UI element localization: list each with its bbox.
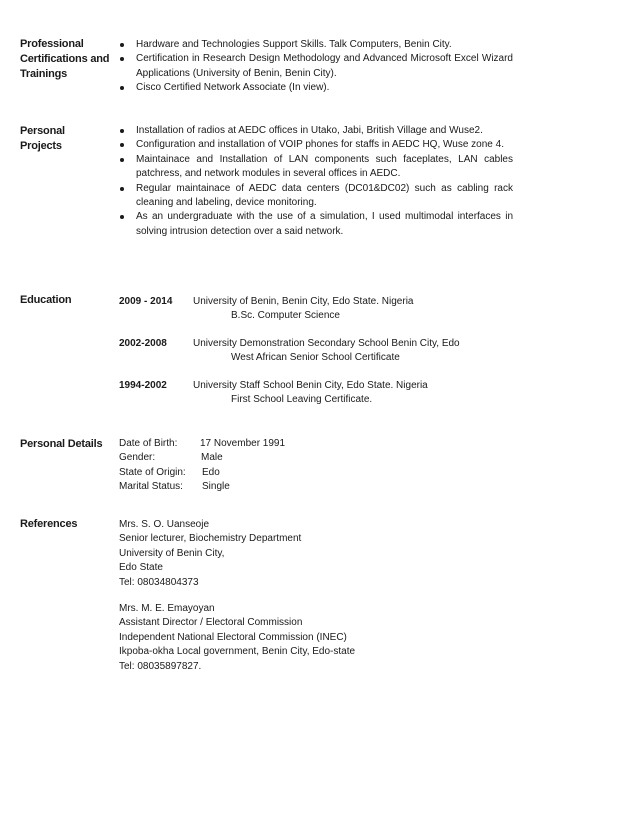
project-item: As an undergraduate with the use of a simulation, I used multimodal interfaces in solving intrusion detection over a said network. xyxy=(119,210,513,239)
project-item: Regular maintainace of AEDC data centers (DC01&DC02) such as cabling rack cleaning and labeling, device monitoring. xyxy=(119,182,513,211)
reference-phone: Tel: 08034804373 xyxy=(119,576,199,588)
reference-location: Ikpoba-okha Local government, Benin City, Edo-state xyxy=(119,646,356,658)
certifications-heading xyxy=(20,37,120,82)
project-item: Installation of radios at AEDC offices in Utako, Jabi, British Village and Wuse2. xyxy=(119,124,513,138)
education-years: 2002-2008 xyxy=(119,338,167,349)
personal-detail-label: State of Origin: xyxy=(119,466,186,478)
personal-detail-value: 17 November 1991 xyxy=(200,438,286,449)
reference-title: Assistant Director / Electoral Commission xyxy=(119,617,303,629)
personal-detail-label: Date of Birth: xyxy=(119,438,178,449)
education-award: B.Sc. Computer Science xyxy=(231,310,340,322)
reference-name: Mrs. S. O. Uanseoje xyxy=(119,519,210,530)
reference-entry xyxy=(119,602,355,674)
projects-heading-line: Projects xyxy=(20,140,62,152)
education-award: West African Senior School Certificate xyxy=(231,352,400,364)
projects-heading-line: Personal xyxy=(20,125,65,137)
education-heading: Education xyxy=(20,294,72,306)
personal-detail-value: Edo xyxy=(202,466,220,478)
education-institution: University Staff School Benin City, Edo State. Nigeria xyxy=(193,380,428,391)
personal-detail-label: Gender: xyxy=(119,452,156,464)
personal-detail-value: Male xyxy=(201,452,223,464)
reference-entry xyxy=(119,518,301,590)
education-years: 1994-2002 xyxy=(119,380,167,391)
certification-item: Hardware and Technologies Support Skills. Talk Computers, Benin City. xyxy=(119,38,513,52)
education-award: First School Leaving Certificate. xyxy=(231,394,373,406)
projects-list xyxy=(119,124,513,239)
reference-name: Mrs. M. E. Emayoyan xyxy=(119,603,215,614)
reference-location: Edo State xyxy=(119,562,163,574)
education-years: 2009 - 2014 xyxy=(119,296,173,307)
certifications-heading-line: Certifications and xyxy=(20,53,110,65)
certification-item: Cisco Certified Network Associate (In view). xyxy=(119,81,513,95)
personal-details-heading: Personal Details xyxy=(20,438,103,450)
education-institution: University of Benin, Benin City, Edo State. Nigeria xyxy=(193,296,414,307)
certifications-list xyxy=(119,38,513,96)
education-institution: University Demonstration Secondary School Benin City, Edo xyxy=(193,338,460,349)
references-heading: References xyxy=(20,518,78,530)
certifications-heading-line: Professional xyxy=(20,38,84,50)
project-item: Maintainace and Installation of LAN components such faceplates, LAN cables patchress, and network modules in several offices in AEDC. xyxy=(119,153,513,182)
reference-phone: Tel: 08035897827. xyxy=(119,660,202,672)
reference-organization: University of Benin City, xyxy=(119,547,225,559)
certification-item: Certification in Research Design Methodology and Advanced Microsoft Excel Wizard Applications (University of Benin, Benin City). xyxy=(119,52,513,81)
personal-detail-value: Single xyxy=(202,481,230,493)
projects-heading xyxy=(20,124,120,154)
project-item: Configuration and installation of VOIP phones for staffs in AEDC HQ, Wuse zone 4. xyxy=(119,138,513,152)
personal-detail-label: Marital Status: xyxy=(119,481,183,493)
reference-title: Senior lecturer, Biochemistry Department xyxy=(119,533,302,545)
certifications-heading-line: Trainings xyxy=(20,68,68,80)
reference-organization: Independent National Electoral Commission (INEC) xyxy=(119,631,347,643)
